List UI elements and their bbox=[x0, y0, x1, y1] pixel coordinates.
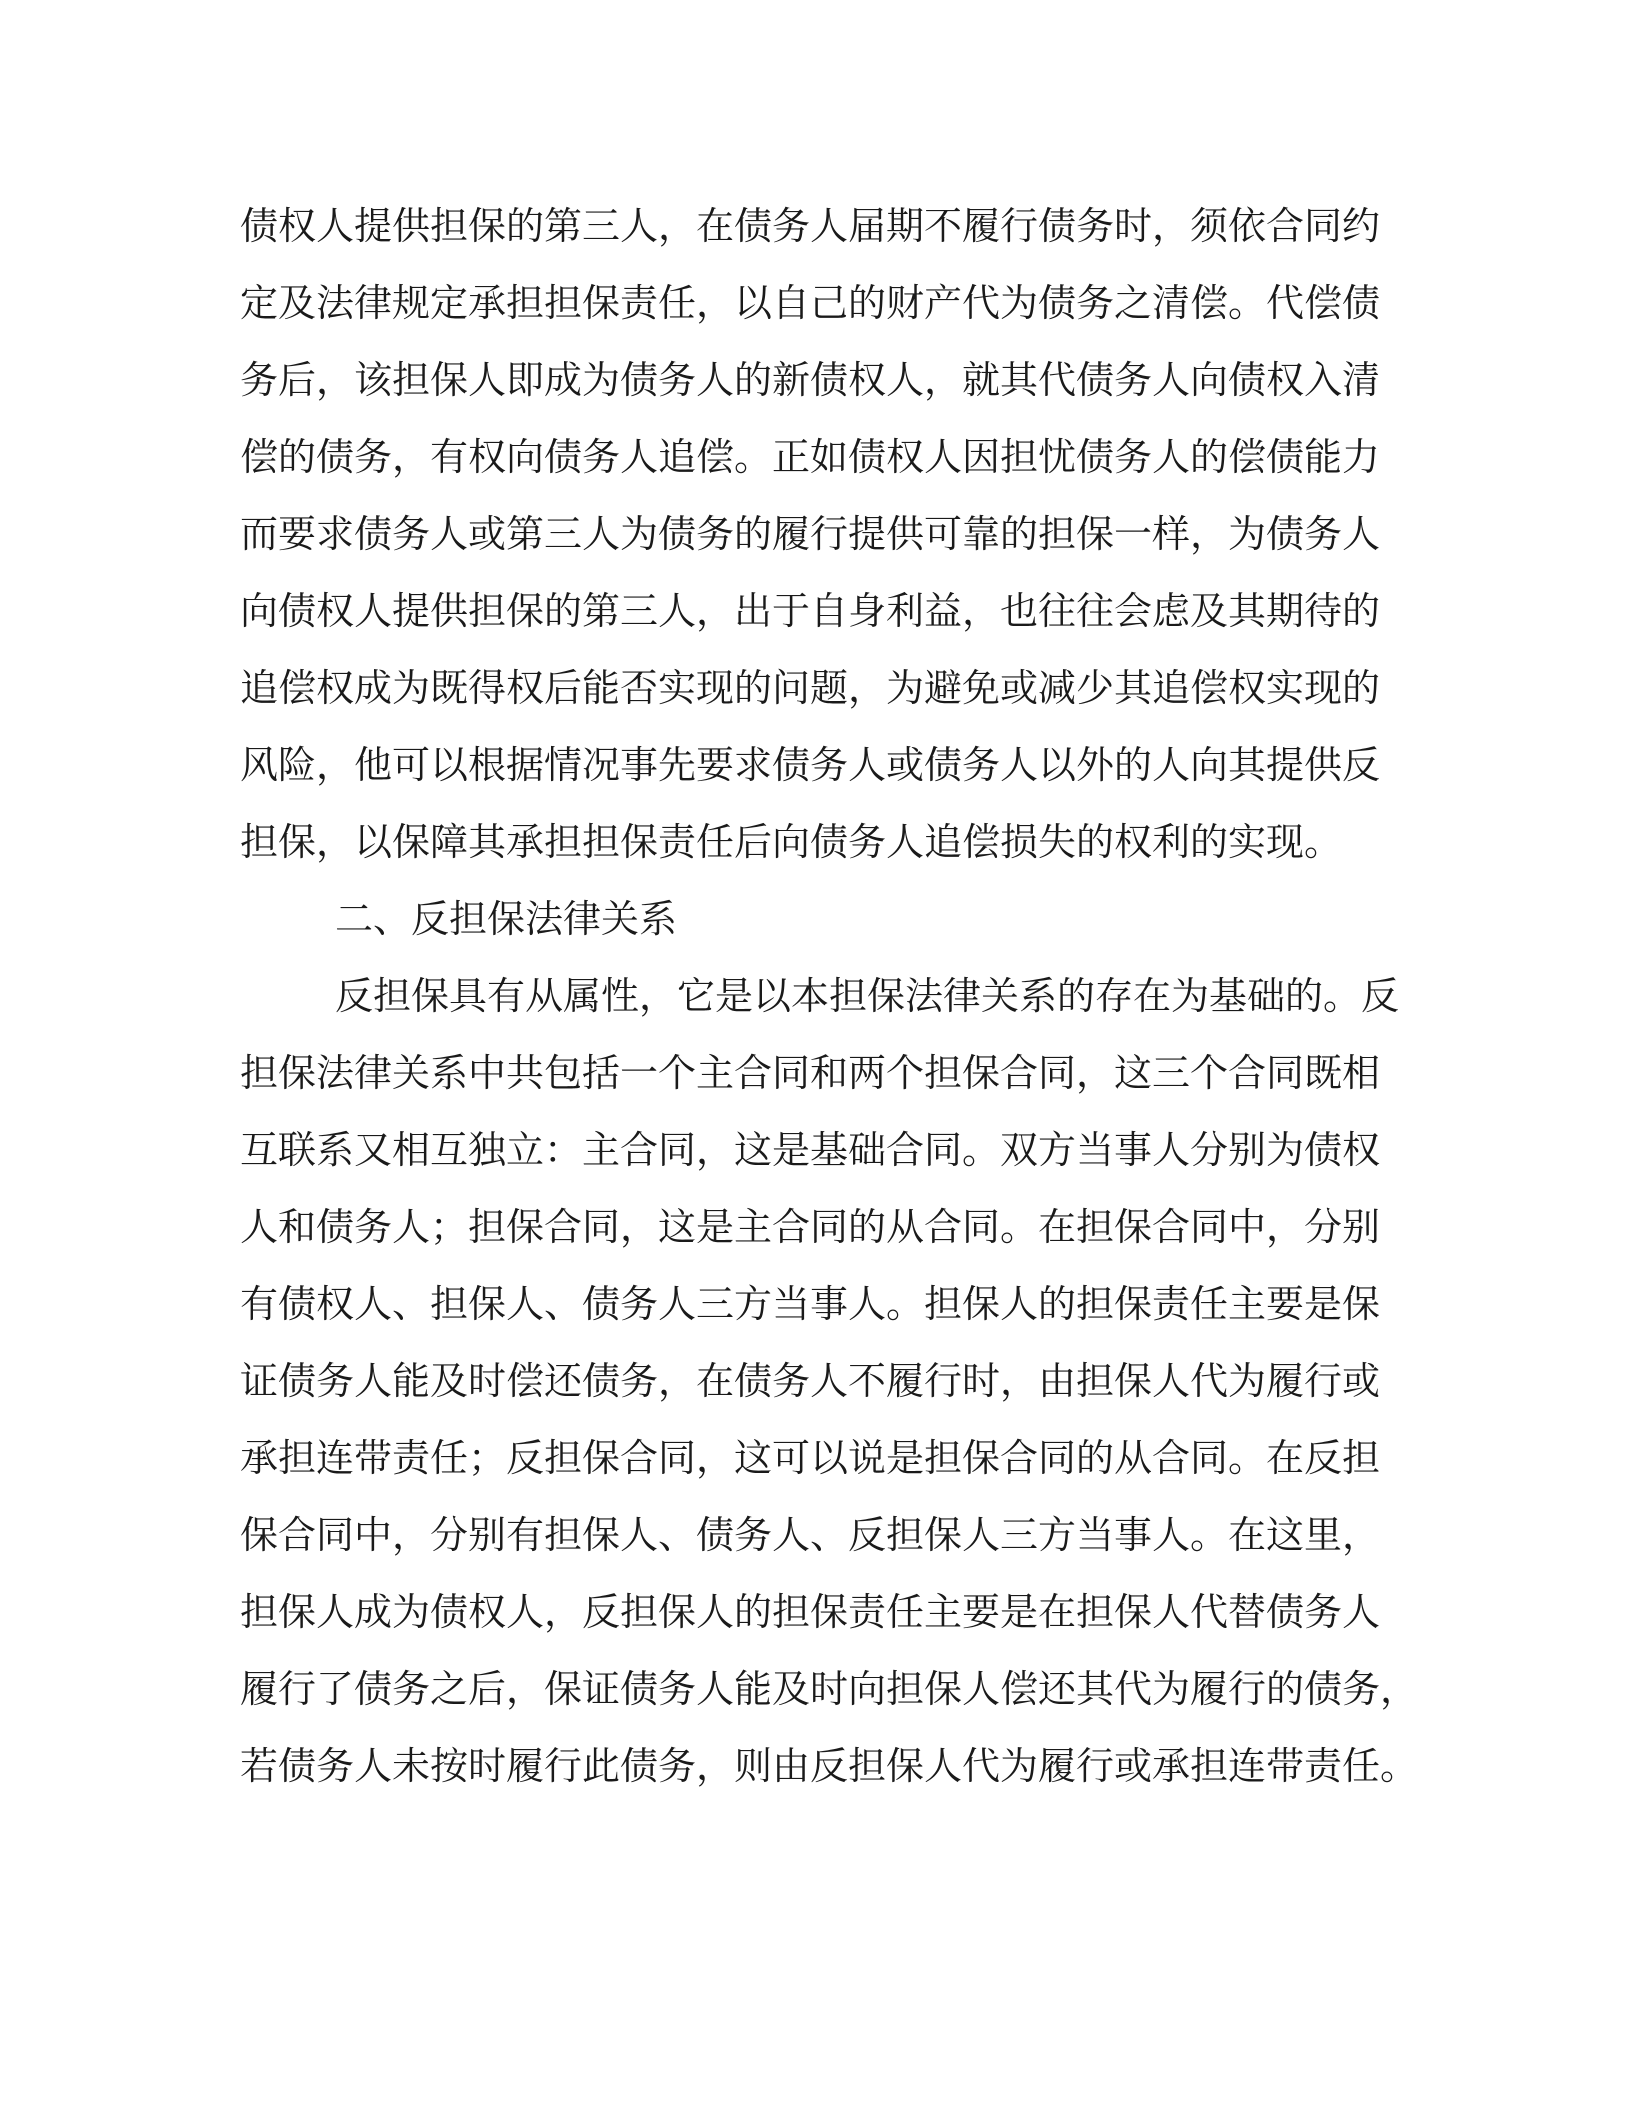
text-line: 保合同中，分别有担保人、债务人、反担保人三方当事人。在这里， bbox=[240, 1513, 1381, 1557]
text-line: 担保，以保障其承担担保责任后向债务人追偿损失的权利的实现。 bbox=[240, 820, 1343, 864]
text-line: 定及法律规定承担担保责任，以自己的财产代为债务之清偿。代偿债 bbox=[240, 281, 1381, 325]
text-line: 务后，该担保人即成为债务人的新债权人，就其代债务人向债权入清 bbox=[240, 358, 1381, 402]
paragraph-guarantor-recourse bbox=[240, 188, 1380, 881]
section-heading: 二、反担保法律关系 bbox=[335, 897, 678, 941]
text-line: 债权人提供担保的第三人，在债务人届期不履行债务时，须依合同约 bbox=[240, 204, 1381, 248]
text-line: 而要求债务人或第三人为债务的履行提供可靠的担保一样，为债务人 bbox=[240, 512, 1381, 556]
text-line: 证债务人能及时偿还债务，在债务人不履行时，由担保人代为履行或 bbox=[240, 1359, 1381, 1403]
text-line: 若债务人未按时履行此债务，则由反担保人代为履行或承担连带责任。 bbox=[240, 1744, 1419, 1788]
paragraph-counter-guarantee-contracts bbox=[240, 958, 1419, 1805]
text-line: 向债权人提供担保的第三人，出于自身利益，也往往会虑及其期待的 bbox=[240, 589, 1381, 633]
text-line: 风险，他可以根据情况事先要求债务人或债务人以外的人向其提供反 bbox=[240, 743, 1381, 787]
text-line: 担保法律关系中共包括一个主合同和两个担保合同，这三个合同既相 bbox=[240, 1051, 1381, 1095]
section-counter-guarantee-relationship bbox=[240, 881, 1380, 958]
text-line: 互联系又相互独立：主合同，这是基础合同。双方当事人分别为债权 bbox=[240, 1128, 1381, 1172]
text-line: 履行了债务之后，保证债务人能及时向担保人偿还其代为履行的债务， bbox=[240, 1667, 1419, 1711]
text-line: 追偿权成为既得权后能否实现的问题，为避免或减少其追偿权实现的 bbox=[240, 666, 1381, 710]
text-line: 偿的债务，有权向债务人追偿。正如债权人因担忧债务人的偿债能力 bbox=[240, 435, 1381, 479]
text-line: 人和债务人；担保合同，这是主合同的从合同。在担保合同中，分别 bbox=[240, 1205, 1381, 1249]
text-line: 有债权人、担保人、债务人三方当事人。担保人的担保责任主要是保 bbox=[240, 1282, 1381, 1326]
text-line: 反担保具有从属性，它是以本担保法律关系的存在为基础的。反 bbox=[335, 974, 1400, 1018]
document-body bbox=[240, 188, 1419, 1805]
text-line: 担保人成为债权人，反担保人的担保责任主要是在担保人代替债务人 bbox=[240, 1590, 1381, 1634]
text-line: 承担连带责任；反担保合同，这可以说是担保合同的从合同。在反担 bbox=[240, 1436, 1381, 1480]
